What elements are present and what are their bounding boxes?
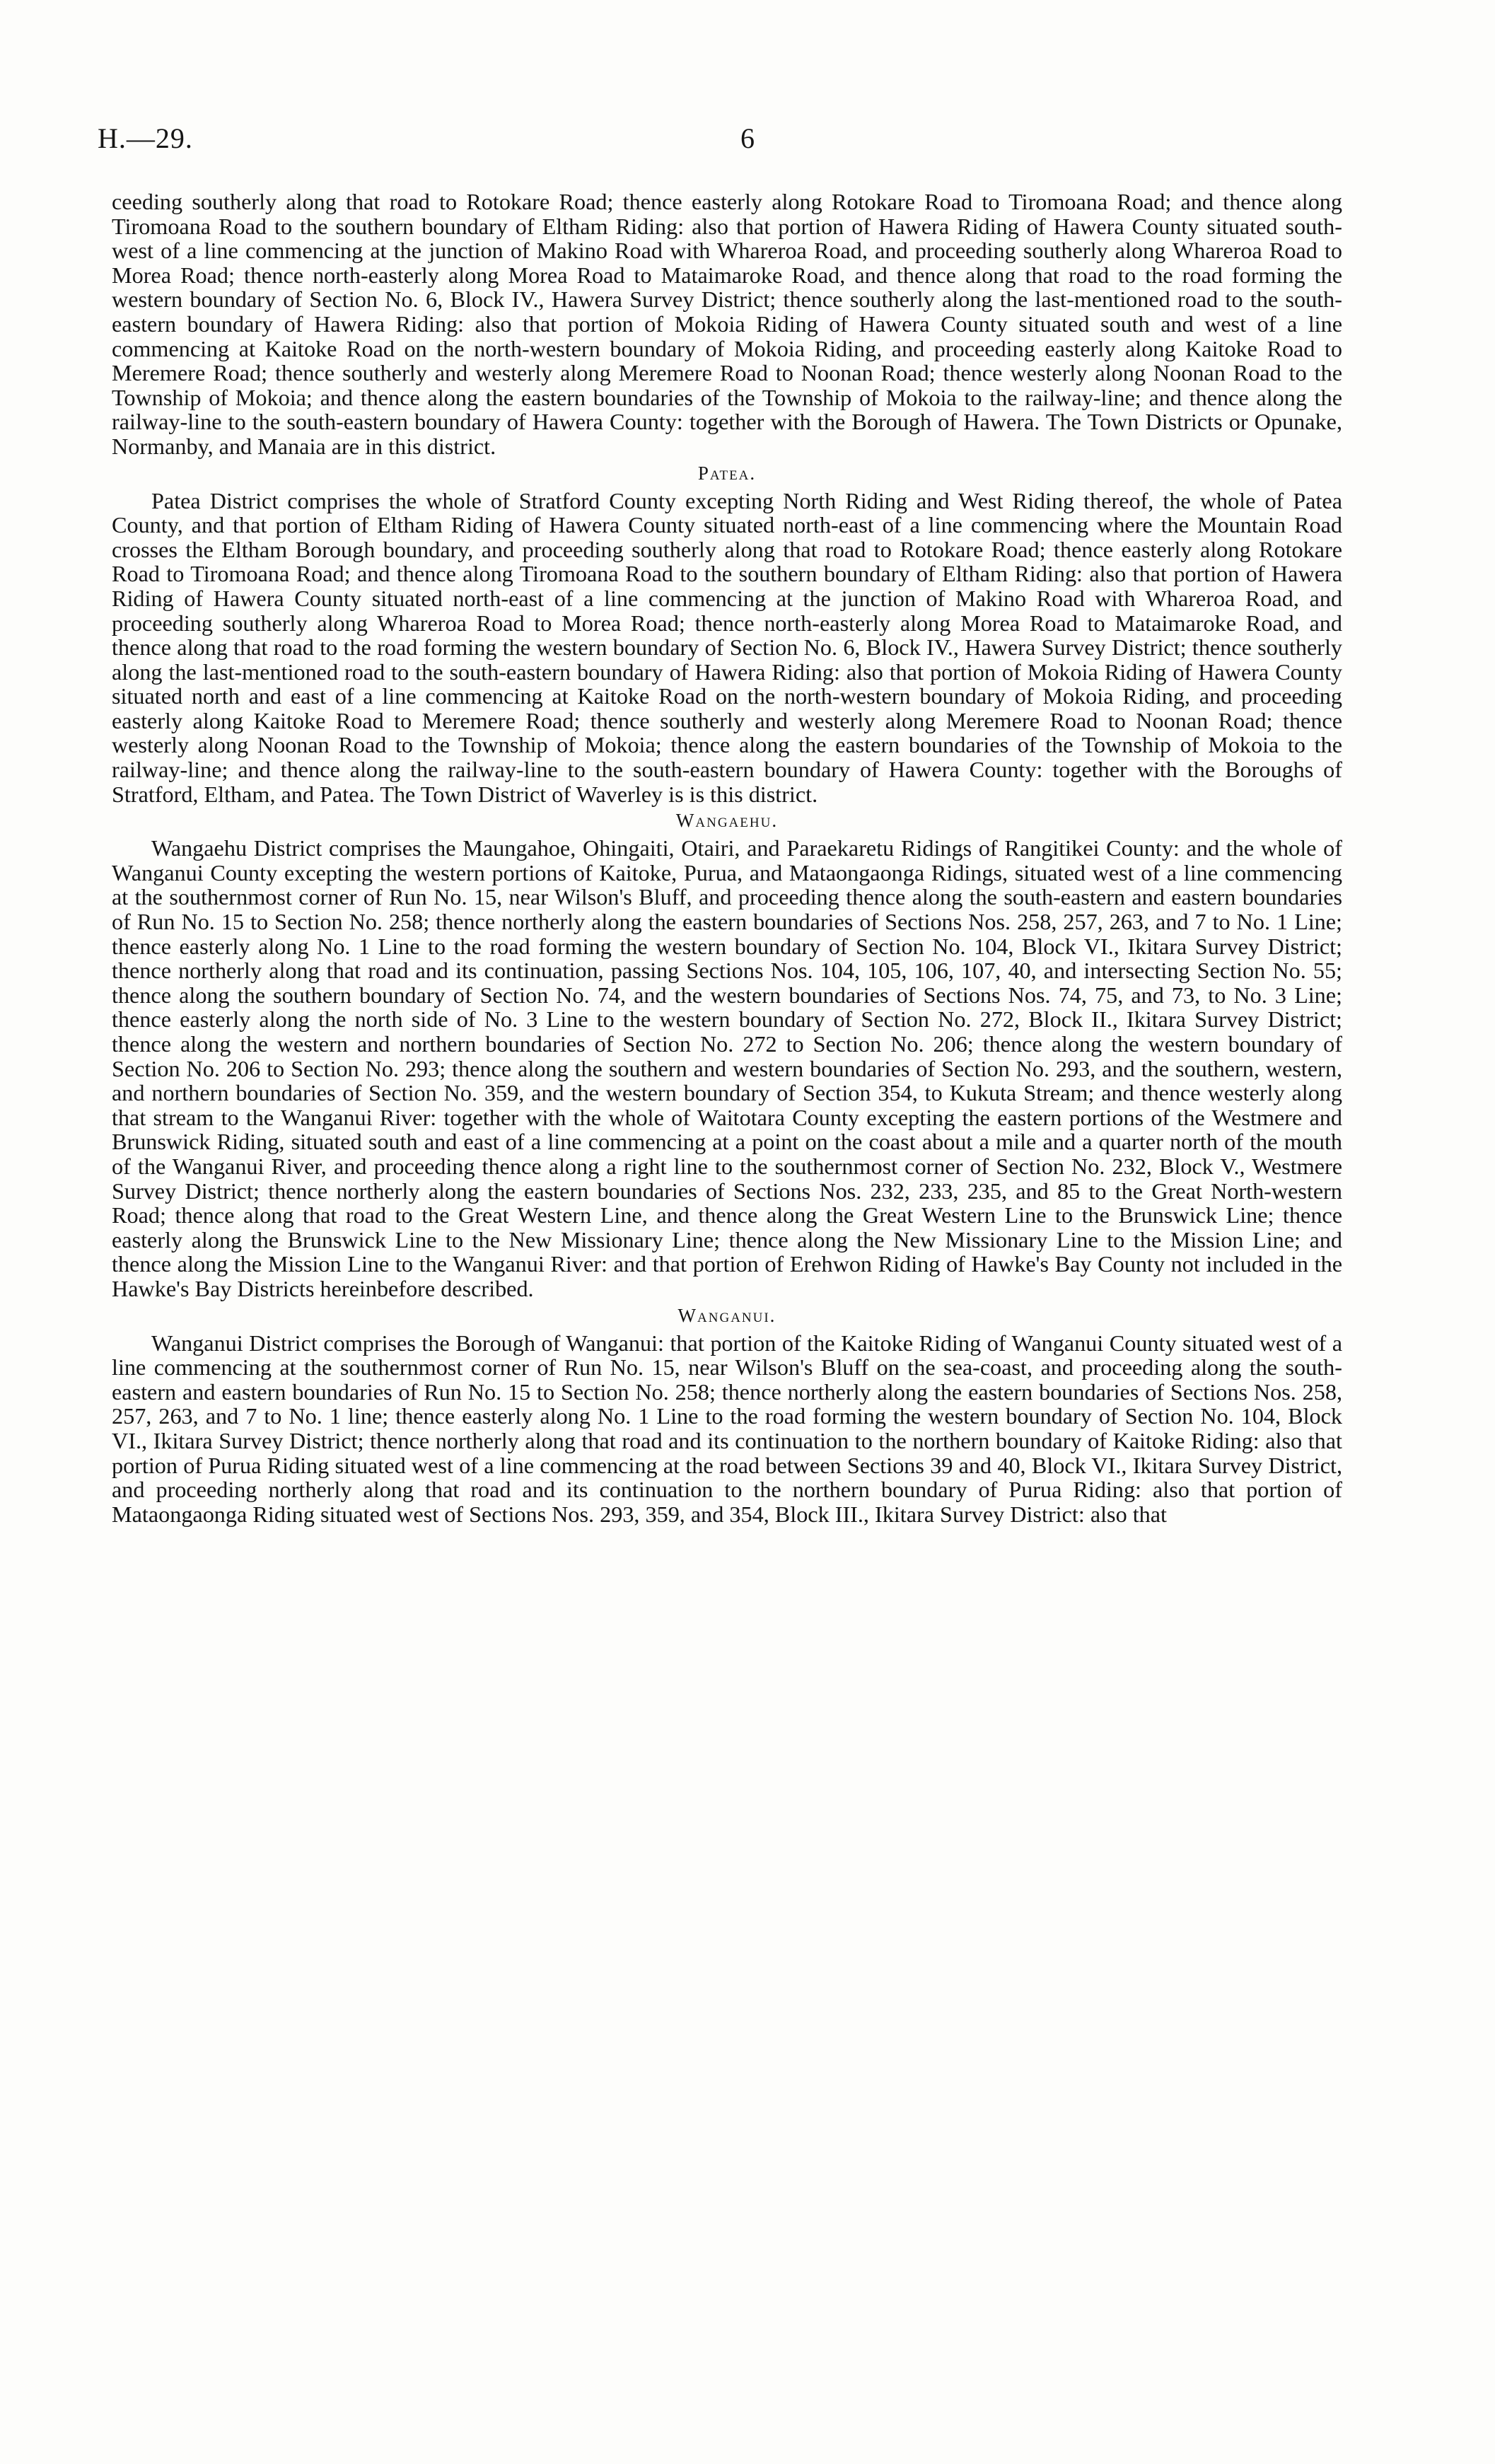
section-paragraph-patea: Patea District comprises the whole of Stratford County excepting North Riding and West Riding thereof, the whole of Patea County, and that portion of Eltham Riding of Hawera County situated north-east of a line commencing where the Mountain Road crosses the Eltham Borough boundary, and proceeding southerly along that road to Rotokare Road; thence easterly along Rotokare Road to Tiromoana Road; and thence along Tiromoana Road to the southern boundary of Eltham Riding: also that portion of Hawera Riding of Hawera County situated north-east of a line commencing at the junction of Makino Road with Whareroa Road, and proceeding southerly along Whareroa Road to Morea Road; thence north-easterly along Morea Road to Mataimaroke Road, and thence along that road to the road forming the western boundary of Section No. 6, Block IV., Hawera Survey District; thence southerly along the last-mentioned road to the south-eastern boundary of Hawera Riding: also that portion of Mokoia Riding of Hawera County situated north and east of a line commencing at Kaitoke Road on the north-western boundary of Mokoia Riding, and proceeding easterly along Kaitoke Road to Meremere Road; thence southerly and westerly along Meremere Road to Noonan Road; thence westerly along Noonan Road to the Township of Mokoia; thence along the eastern boundaries of the Township of Mokoia to the railway-line; and thence along the railway-line to the south-eastern boundary of Hawera County: together with the Boroughs of Stratford, Eltham, and Patea. The Town District of Waverley is is this district. <box>112 487 1342 807</box>
section-paragraph-wanganui: Wanganui District comprises the Borough of Wanganui: that portion of the Kaitoke Riding of Wanganui County situated west of a line commencing at the southernmost corner of Run No. 15, near Wilson's Bluff on the sea-coast, and proceeding along the south-eastern and eastern boundaries of Run No. 15 to Section No. 258; thence northerly along the eastern boundaries of Sections Nos. 258, 257, 263, and 7 to No. 1 line; thence easterly along No. 1 Line to the road forming the western boundary of Section No. 104, Block VI., Ikitara Survey District; thence northerly along that road and its continuation to the northern boundary of Kaitoke Riding: also that portion of Purua Riding situated west of a line commencing at the road between Sections 39 and 40, Block VI., Ikitara Survey District, and proceeding northerly along that road and its continuation to the northern boundary of Purua Riding: also that portion of Mataongaonga Riding situated west of Sections Nos. 293, 359, and 354, Block III., Ikitara Survey District: also that <box>112 1330 1342 1527</box>
section-heading-wanganui: Wanganui. <box>677 1304 776 1326</box>
continuation-paragraph: ceeding southerly along that road to Rotokare Road; thence easterly along Rotokare Road to Tiromoana Road; and thence along Tiromoana Road to the southern boundary of Eltham Riding: also that portion of Hawera Riding of Hawera County situated south-west of a line commencing at the junction of Makino Road with Whareroa Road, and proceeding southerly along Whareroa Road to Morea Road; thence north-easterly along Morea Road to Mataimaroke Road, and thence along that road to the road forming the western boundary of Section No. 6, Block IV., Hawera Survey District; thence southerly along the last-mentioned road to the south-eastern boundary of Hawera Riding: also that portion of Mokoia Riding of Hawera County situated south and west of a line commencing at Kaitoke Road on the north-western boundary of Mokoia Riding, and proceeding easterly along Kaitoke Road to Meremere Road; thence southerly and westerly along Meremere Road to Noonan Road; thence westerly along Noonan Road to the Township of Mokoia; and thence along the eastern boundaries of the Township of Mokoia to the railway-line; and thence along the railway-line to the south-eastern boundary of Hawera County: together with the Borough of Hawera. The Town Districts or Opunake, Normanby, and Manaia are in this district. <box>112 189 1342 459</box>
section-heading-patea: Patea. <box>697 462 757 484</box>
body-text <box>112 190 1342 1526</box>
document-reference: H.—29. <box>98 122 193 154</box>
section-heading-wangaehu: Wangaehu. <box>675 810 779 832</box>
page-number: 6 <box>740 122 755 154</box>
running-header <box>98 122 1397 164</box>
section-paragraph-wangaehu: Wangaehu District comprises the Maungahoe, Ohingaiti, Otairi, and Paraekaretu Ridings of Rangitikei County: and the whole of Wanganui County excepting the western portions of Kaitoke, Purua, and Mataongaonga Ridings, situated west of a line commencing at the southernmost corner of Run No. 15, near Wilson's Bluff, and proceeding thence along the south-eastern and eastern boundaries of Run No. 15 to Section No. 258; thence northerly along the eastern boundaries of Sections Nos. 258, 257, 263, and 7 to No. 1 Line; thence easterly along No. 1 Line to the road forming the western boundary of Section No. 104, Block VI., Ikitara Survey District; thence northerly along that road and its continuation, passing Sections Nos. 104, 105, 106, 107, 40, and intersecting Section No. 55; thence along the southern boundary of Section No. 74, and the western boundaries of Sections Nos. 74, 75, and 73, to No. 3 Line; thence easterly along the north side of No. 3 Line to the western boundary of Section No. 272, Block II., Ikitara Survey District; thence along the western and northern boundaries of Section No. 272 to Section No. 206; thence along the western boundary of Section No. 206 to Section No. 293; thence along the southern and western boundaries of Section No. 293, and the southern, western, and northern boundaries of Section No. 359, and the western boundary of Section 354, to Kukuta Stream; and thence westerly along that stream to the Wanganui River: together with the whole of Waitotara County excepting the eastern portions of the Westmere and Brunswick Riding, situated south and east of a line commencing at a point on the coast about a mile and a quarter north of the mouth of the Wanganui River, and proceeding thence along a right line to the southernmost corner of Section No. 232, Block V., Westmere Survey District; thence northerly along the eastern boundaries of Sections Nos. 232, 233, 235, and 85 to the Great North-western Road; thence along that road to the Great Western Line, and thence along the Great Western Line to the Brunswick Line; thence easterly along the Brunswick Line to the New Missionary Line; thence along the New Missionary Line to the Mission Line; and thence along the Mission Line to the Wanganui River: and that portion of Erehwon Riding of Hawke's Bay County not included in the Hawke's Bay Districts hereinbefore described. <box>112 835 1342 1301</box>
